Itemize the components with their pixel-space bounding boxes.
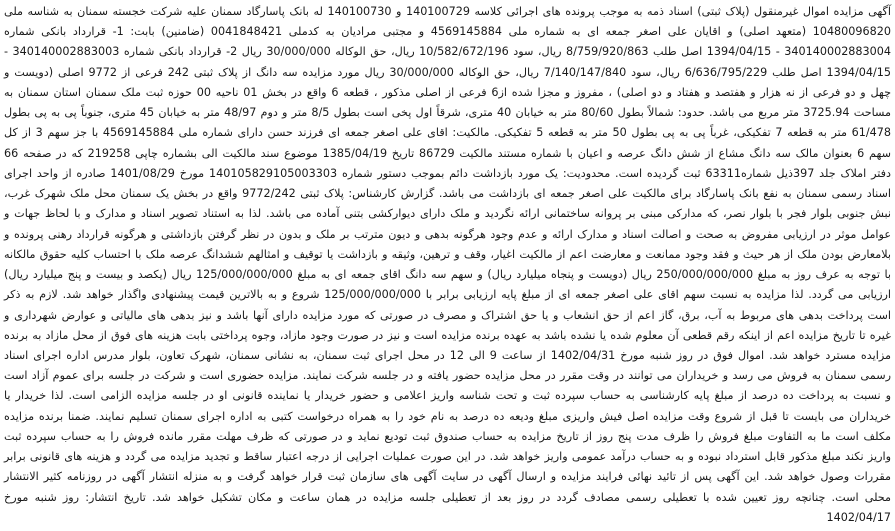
auction-notice-text: آگهی مزایده اموال غیرمنقول (پلاک ثبتی) اسناد ذمه به موجب پرونده های اجرائی کلاسه 140100729 و 140100730 له بانک پاسارگاد سمنان علیه شرکت خجسته سمنان به شناسه ملی 10480096820 (متعهد اصلی) و اقایان علی اصغر جمعه ای به شماره ملی 4569145884 و مجتبی مرادیان به کدملی 0041848421 (ضامنین) بابت: 1- قرارداد بانکی شماره 340140002883004 - 1394/04/15 اصل طلب 8/759/920/863 ریال، سود 10/582/672/196 ریال، حق الوکاله 30/000/000 ریال 2- قرارداد بانکی شماره 340140002883003 - 1394/04/15 اصل طلب 6/636/795/229 ریال، سود 7/140/147/840 ریال، حق الوکاله 30/000/000 ریال مورد مزایده سه دانگ از پلاک ثبتی 242 فرعی از 9772 اصلی (دویست و چهل و دو فرعی از نه هزار و هفتصد و هفتاد و دو اصلی) ، مفروز و مجزا شده از6 فرعی از اصلی مذکور ، قطعه 6 واقع در بخش 01 ناحیه 00 حوزه ثبت ملک سمنان استان سمنان به مساحت 3725.94 متر مربع می باشد. حدود: شمالاً بطول 80/60 متر به خیابان 40 متری، شرقاً اول پخی است بطول 8/5 متر و دوم 48/97 متر به خیابان 45 متری، جنوباً پی به پی بطول 61/478 متر به قطعه 7 تفکیکی، غرباً پی به پی بطول 50 متر به قطعه 5 تفکیکی. مالکیت: اقای علی اصغر جمعه ای فرزند حسن دارای شماره ملی 4569145884 با جز سهم 3 از کل سهم 6 بعنوان مالک سه دانگ مشاع از شش دانگ عرصه و اعیان با شماره مستند مالکیت 86729 تاریخ 1385/04/19 موضوع سند مالکیت الی بشماره چاپی 219258 که در صفحه 66 دفتر املاک جلد 397ذیل شماره63311 ثبت گردیده است. محدودیت: یک مورد بازداشت دائم بموجب دستور شماره 140105829105003303 مورخ 1401/08/29 صادره از واحد اجرای اسناد رسمی سمنان به نفع بانک پاسارگاد برای مالکیت علی اصغر جمعه ای بازداشت می باشد. گزارش کارشناس: پلاک ثبتی 9772/242 واقع در بخش یک سمنان محل ملک شهرک غرب، نبش جنوبی بلوار فجر با بلوار نصر، که مدارکی مبنی بر پروانه ساختمانی ارائه نگردید و ملک دارای دیوارکشی بتنی آماده می باشد. لذا به استناد تصویر اسناد و مدارک و با لحاظ جهات و عوامل موثر در ارزیابی مفروض به صحت و اصالت اسناد و مدارک ارائه و عدم وجود هرگونه بدهی و دیون مترتب بر ملک و بدون در نظر گرفتن بازداشتی و هرگونه قرارداد رهنی پرونده و بلامعارض بودن ملک از هر حیث و فقد وجود ممانعت و معارضت اعم از مالکیت اغیار، وقف و ترهین، وثیقه و بازداشت یا توقیف و امثالهم ششدانگ عرصه ملک با احتساب کلیه حقوق مالکانه با توجه به عرف روز به مبلغ 250/000/000/000 ریال (دویست و پنجاه میلیارد ریال) و سهم سه دانگ اقای جمعه ای به مبلغ 125/000/000/000 ریال (یکصد و بیست و پنج میلیارد ریال) ارزیابی می گردد. لذا مزایده به نسبت سهم اقای علی اصغر جمعه ای از مبلغ پایه ارزیابی برابر با 125/000/000/000 شروع و به بالاترین قیمت پیشنهادی واگذار خواهد شد. لازم به ذکر است پرداخت بدهی های مربوط به آب، برق، گاز اعم از حق انشعاب و یا حق اشتراک و مصرف در صورتی که مورد مزایده دارای آنها باشد و نیز بدهی های مالیاتی و عوارض شهرداری و غیره تا تاریخ مزایده اعم از اینکه رقم قطعی آن معلوم شده یا نشده باشد به عهده برنده مزایده است و نیز در صورت وجود مازاد، وجوه پرداختی بابت هزینه های فوق از محل مازاد به برنده مزایده مسترد خواهد شد. اموال فوق در روز شنبه مورخ 1402/04/31 از ساعت 9 الی 12 در محل اجرای ثبت سمنان، به نشانی سمنان، شهرک تعاون، بلوار مدرس اداره اجرای اسناد رسمی سمنان به فروش می رسد و خریداران می توانند در وقت مقرر در محل مزایده حضور یافته و در جلسه شرکت نمایند. مزایده حضوری است و شرکت در جلسه برای عموم آزاد است و نسبت به پرداخت ده درصد از مبلغ پایه کارشناسی به حساب سپرده ثبت و تحت شناسه واریز اعلامی و حضور خریدار یا نماینده قانونی او در جلسه مزایده الزامی است. لذا خریدار یا خریداران می بایست تا قبل از شروع وقت مزایده اصل فیش واریزی مبلغ ودیعه ده درصد به نام خود را به همراه درخواست کتبی به اداره اجرای سمنان تسلیم نمایند. ضمنا برنده مزایده مکلف است ما به التفاوت مبلغ فروش را ظرف مدت پنج روز از تاریخ مزایده به حساب صندوق ثبت تودیع نماید و در صورتی که ظرف مهلت مقرر مانده فروش را به حساب سپرده ثبت واریز نکند مبلغ مذکور قابل استرداد نبوده و به حساب درآمد عمومی واریز خواهد شد. در این صورت عملیات اجرایی از درجه اعتبار ساقط و تجدید مزایده می گردد و هزینه های قانونی برابر مقررات وصول خواهد شد. این آگهی پس از تائید نهائی فرایند مزایده و ارسال آگهی در سایت آگهی های سازمان ثبت قرار خواهد گرفت و به منزله انتشار آگهی در روزنامه کثیر الانتشار محلی است. چنانچه روز تعیین شده با تعطیلی رسمی مصادف گردد در روز بعد از تعطیلی جلسه مزایده در همان ساعت و مکان تشکیل خواهد شد. تاریخ انتشار: روز شنبه مورخ 1402/04/17 (4, 5, 892, 524)
